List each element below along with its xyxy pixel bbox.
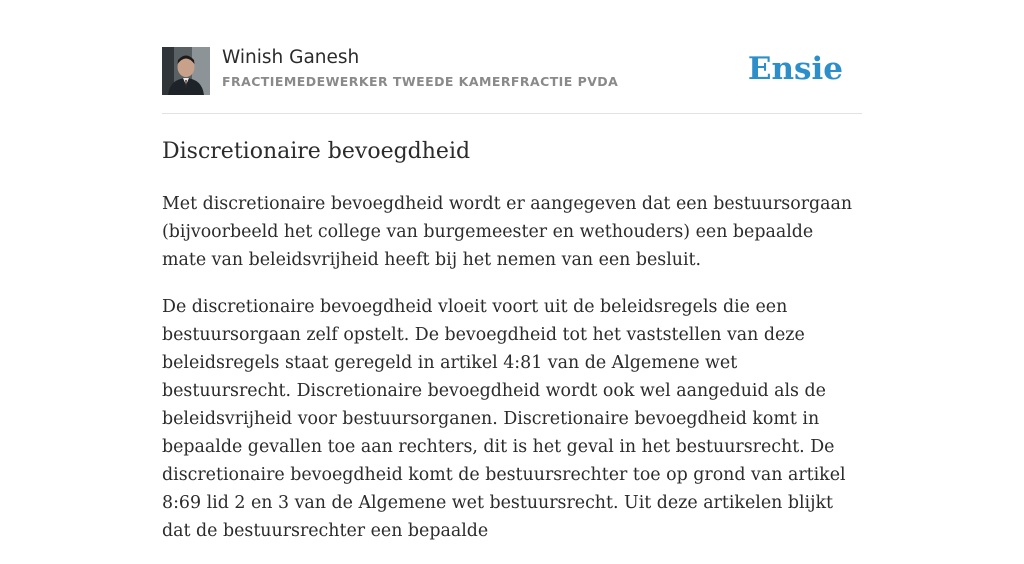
person-avatar-icon	[162, 47, 210, 95]
author-header	[162, 0, 862, 114]
article-page	[162, 0, 862, 541]
article-body	[162, 190, 862, 564]
ensie-logo[interactable]: Ensie	[747, 51, 843, 87]
author-role: FRACTIEMEDEWERKER TWEEDE KAMERFRACTIE PVDA	[222, 74, 619, 89]
article-title: Discretionaire bevoegdheid	[162, 139, 471, 164]
author-name[interactable]: Winish Ganesh	[222, 47, 360, 68]
article-paragraph-2: De discretionaire bevoegdheid vloeit voort uit de beleidsregels die een bestuursorgaan zelf opstelt. De bevoegdheid tot het vaststellen van deze beleidsregels staat geregeld in artikel 4:81 van de Algemene wet bestuursrecht. Discretionaire bevoegdheid wordt ook wel aangeduid als de beleidsvrijheid voor bestuursorganen. Discretionaire bevoegdheid komt in bepaalde gevallen toe aan rechters, dit is het geval in het bestuursrecht. De discretionaire bevoegdheid komt de bestuursrechter toe op grond van artikel 8:69 lid 2 en 3 van de Algemene wet bestuursrecht. Uit deze artikelen blijkt dat de bestuursrechter een bepaalde	[162, 297, 846, 541]
author-avatar[interactable]	[162, 47, 210, 95]
article-paragraph-1: Met discretionaire bevoegdheid wordt er aangegeven dat een bestuursorgaan (bijvoorbeeld het college van burgemeester en wethouders) een bepaalde mate van beleidsvrijheid heeft bij het nemen van een besluit.	[162, 194, 853, 270]
